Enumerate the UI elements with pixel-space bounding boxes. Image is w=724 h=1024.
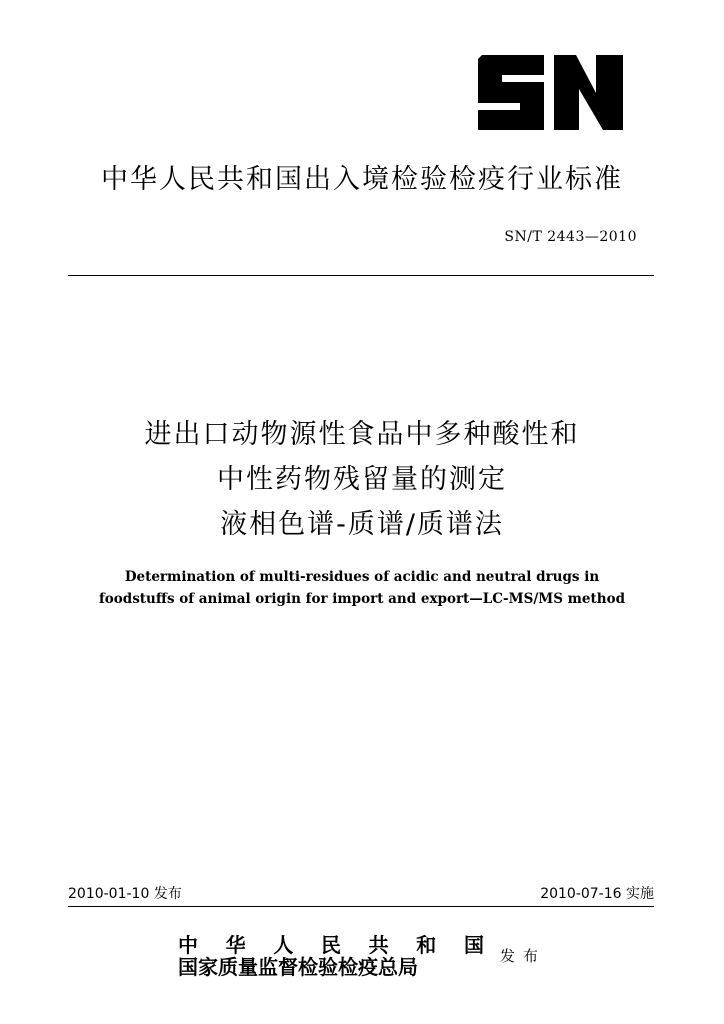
issuer-char: 共 xyxy=(368,933,389,957)
chinese-title-line-2: 中性药物残留量的测定 xyxy=(217,464,507,495)
top-divider xyxy=(68,275,654,276)
chinese-title-line-1: 进出口动物源性食品中多种酸性和 xyxy=(144,419,580,450)
english-title xyxy=(0,566,724,610)
sn-logo xyxy=(478,55,623,130)
issuer-agency: 国家质量监督检验检疫总局 xyxy=(178,955,418,979)
issuer-char: 中 xyxy=(178,933,198,957)
issue-date: 2010-01-10 发布 xyxy=(68,886,182,902)
agency-title: 中华人民共和国出入境检验检疫行业标准 xyxy=(101,164,623,195)
standard-number: SN/T 2443—2010 xyxy=(504,229,637,245)
publish-label: 发布 xyxy=(500,947,547,965)
bottom-divider xyxy=(68,906,654,907)
issuer-country xyxy=(178,933,484,957)
implementation-date: 2010-07-16 实施 xyxy=(540,886,654,902)
issuer-char: 民 xyxy=(320,933,341,957)
issuer-char: 和 xyxy=(416,933,437,957)
issuer-char: 人 xyxy=(273,933,294,957)
issuer-char: 国 xyxy=(463,933,484,957)
chinese-title-line-3: 液相色谱-质谱/质谱法 xyxy=(220,509,504,540)
chinese-title xyxy=(0,412,724,547)
english-title-line-1: Determination of multi-residues of acidic and neutral drugs in xyxy=(124,569,600,585)
english-title-line-2: foodstuffs of animal origin for import and export—LC-MS/MS method xyxy=(98,591,626,607)
issuer-char: 华 xyxy=(225,933,246,957)
